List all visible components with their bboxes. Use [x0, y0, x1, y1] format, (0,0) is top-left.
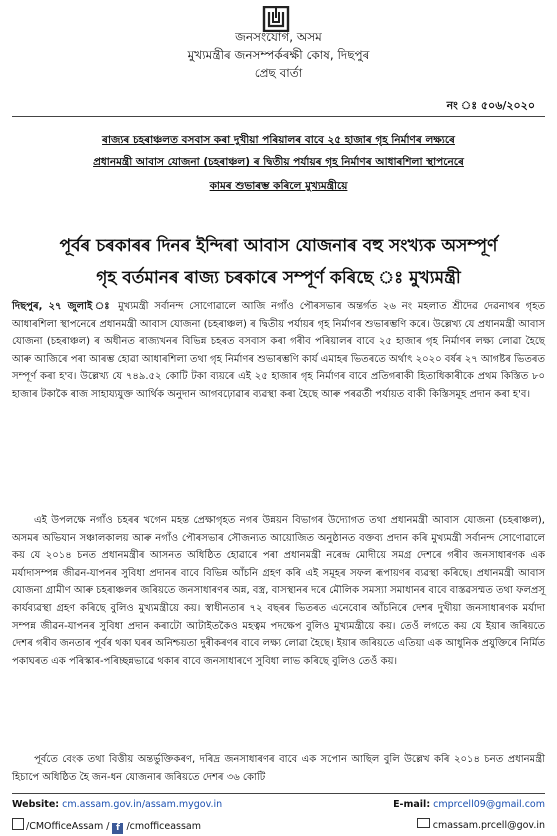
office-name: মুখ্যমন্ত্ৰীৰ জনসম্পৰ্কৰক্ষী কোষ, দিছপুৰ — [187, 48, 370, 62]
mail-icon — [417, 818, 430, 828]
website-link[interactable]: cm.assam.gov.in/assam.mygov.in — [62, 799, 223, 810]
headline-line-2: গৃহ বৰ্তমানৰ ৰাজ্য চৰকাৰে সম্পূৰ্ণ কৰিছে ঃ মুখ্যমন্ত্ৰী — [96, 268, 461, 288]
twitter-handle[interactable]: /CMOfficeAssam — [26, 821, 104, 832]
subheading-line-3: কামৰ শুভাৰম্ভ কৰিলে মুখ্যমন্ত্ৰীয়ে — [209, 180, 348, 192]
document-type: প্ৰেছ বাৰ্তা — [254, 66, 303, 80]
subheading-line-2: প্ৰধানমন্ত্ৰী আবাস যোজনা (চহৰাঞ্চল) ৰ দ্বিতীয় পৰ্যায়ৰ গৃহ নিৰ্মাণৰ আধাৰশিলা স্থাপনেৰে — [93, 156, 464, 168]
footer-divider — [12, 793, 545, 794]
twitter-icon — [12, 818, 24, 830]
body-paragraph-3: পূৰ্বতে বেংক তথা বিত্তীয় অন্তৰ্ভুক্তিকৰণ, দৰিদ্ৰ জনসাধাৰণৰ বাবে এক সপোন আছিল বুলি উল্লেখ কৰি ২০১৪ চনত প্ৰধানমন্ত্ৰী হিচাপে অধিষ্ঠিত হৈ জন-ধন যোজনাৰ জৰিয়তে দেশৰ ৩৬ কোটি — [12, 754, 545, 783]
email-link[interactable]: cmprcell09@gmail.com — [433, 799, 545, 810]
dateline: দিছপুৰ, ২৭ জুলাই ঃ — [12, 301, 113, 312]
email-label: E-mail: — [393, 799, 431, 810]
headline — [10, 230, 547, 294]
paragraph-1-text: মুখ্যমন্ত্ৰী সৰ্বানন্দ সোণোৱালে আজি নগাঁও পৌৰসভাৰ অন্তৰ্গত ২৬ নং মহলাত শ্ৰীদেৱ দেৱনাথৰ গৃহত আধাৰশিলা স্থাপনেৰে প্ৰধানমন্ত্ৰী আবাস যোজনা (চহৰাঞ্চল) ৰ দ্বিতীয় পৰ্যায়ৰ গৃহ নিৰ্মাণৰ শুভাৰম্ভণি কৰে। উল্লেখ্য যে প্ৰধানমন্ত্ৰী আবাস যোজনা (চহৰাঞ্চল) ৰ অধীনত ৰাজ্যখনৰ বিভিন্ন চহৰত বসবাস কৰা গৰীব পৰিয়ালৰ বাবে ২৫ হাজাৰ গৃহ নিৰ্মাণৰ লক্ষ্য লোৱা হৈছে আৰু আজিৰে পৰা আৰম্ভ হোৱা আধাৰশিলা তথা গৃহ নিৰ্মাণৰ শুভাৰম্ভণি কাৰ্য এমাহৰ ভিতৰতে অৰ্থাৎ ২০২০ বৰ্ষৰ ২৭ আগষ্টৰ ভিতৰত সম্পূৰ্ণ কৰা হ'ব। উল্লেখ্য যে ৭৪৯.৫২ কোটি টকা ব্যয়ৰে এই ২৫ হাজাৰ গৃহ নিৰ্মাণৰ বাবে প্ৰতিগৰাকী হিতাধিকাৰীকে প্ৰথম কিস্তিত ৮০ হাজাৰ টকাকৈ ৰাজ সাহায্যযুক্ত আৰ্থিক অনুদান আগবঢ়োৱাৰ ব্যৱস্থা কৰা হৈছে আৰু পৰৱৰ্তী পৰ্যায়ত বাকী কিস্তিসমূহ প্ৰদান কৰা হ'ব। — [12, 301, 545, 400]
facebook-handle[interactable]: /cmofficeassam — [126, 821, 202, 832]
social-separator: / — [106, 821, 110, 832]
body-paragraph-1 — [12, 298, 545, 404]
body-paragraph-2: এই উপলক্ষে নগাঁও চহৰৰ খগেন মহন্ত প্ৰেক্ষাগৃহত নগৰ উন্নয়ন বিভাগৰ উদ্যোগত তথা প্ৰধানমন্ত্ৰী আবাস যোজনা (চহৰাঞ্চল), অসমৰ অভিযান সঞ্চালকালয় আৰু নগাঁও পৌৰসভাৰ সৌজন্যত আয়োজিত অনুষ্ঠানত বক্তব্য প্ৰদান কৰি মুখ্যমন্ত্ৰী সৰ্বানন্দ সোণোৱালে কয় যে ২০১৪ চনত প্ৰধানমন্ত্ৰীৰ আসনত অধিষ্ঠিত হোৱাৰে পৰা প্ৰধানমন্ত্ৰী নৰেন্দ্ৰ মোদীয়ে সমগ্ৰ দেশৰে গৰীব জনসাধাৰণক এক মৰ্যাদাসম্পন্ন জীৱন-যাপনৰ সুবিধা প্ৰদানৰ বাবে বিভিন্ন আঁচনি গ্ৰহণ কৰি এই সমূহৰ সফল ৰূপায়ণৰ ব্যৱস্থা কৰিছে। প্ৰধানমন্ত্ৰী আবাস যোজনা গ্ৰামীণ আৰু চহৰাঞ্চলৰ জৰিয়তে জনসাধাৰণৰ অন্ন, বস্ত্ৰ, বাসস্থানৰ দৰে মৌলিক সমস্যা সমাধানৰ বাবে বাস্তৱসম্মত তথা ফলপ্ৰসূ কাৰ্যব্যৱস্থা গ্ৰহণ কৰিছে বুলিও মুখ্যমন্ত্ৰীয়ে কয়। স্বাধীনতাৰ ৭২ বছৰৰ ভিতৰত এনেবোৰ আঁচনিৰে দেশৰ দুখীয়া জনসাধাৰণক মৰ্যাদা সম্পন্ন জীৱন-যাপনৰ সুবিধা প্ৰদান কৰাটো আটাইতকৈও মহত্বম পদক্ষেপ বুলিও মুখ্যমন্ত্ৰীয়ে কয়। তেওঁ লগতে কয় যে ইয়াৰ জৰিয়তে দেশৰ গৰীব জনতাৰ পূৰ্বৰ থকা ঘৰৰ অনিশ্চয়তা দুৰীকৰণৰ বাবে লক্ষ্য লোৱা হৈছে। ইয়াৰ জৰিয়তে এতিয়া এক আধুনিক প্ৰযুক্তিৰে নিৰ্মিত পকাঘৰত এক পৰিস্কাৰ-পৰিচ্ছন্নভাৱে থকাৰ বাবে জনসাধাৰণে সুবিধা লাভ কৰিছে বুলিও তেওঁ কয়। — [12, 515, 545, 667]
website-label: Website: — [12, 799, 60, 810]
department-name: জনসংযোগ, অসম — [235, 30, 322, 44]
headline-line-1: পূৰ্বৰ চৰকাৰৰ দিনৰ ইন্দিৰা আবাস যোজনাৰ বহু সংখ্যক অসম্পূৰ্ণ — [59, 236, 498, 256]
subheading-line-1: ৰাজ্যৰ চহৰাঞ্চলত বসবাস কৰা দুখীয়া পৰিয়ালৰ বাবে ২৫ হাজাৰ গৃহ নিৰ্মাণৰ লক্ষ্যৰে — [102, 134, 455, 146]
facebook-icon: f — [112, 823, 123, 834]
release-number: নং ঃ ৫০৬/২০২০ — [446, 99, 535, 112]
header-divider — [12, 116, 545, 117]
secondary-email[interactable]: cmassam.prcell@gov.in — [432, 820, 545, 831]
